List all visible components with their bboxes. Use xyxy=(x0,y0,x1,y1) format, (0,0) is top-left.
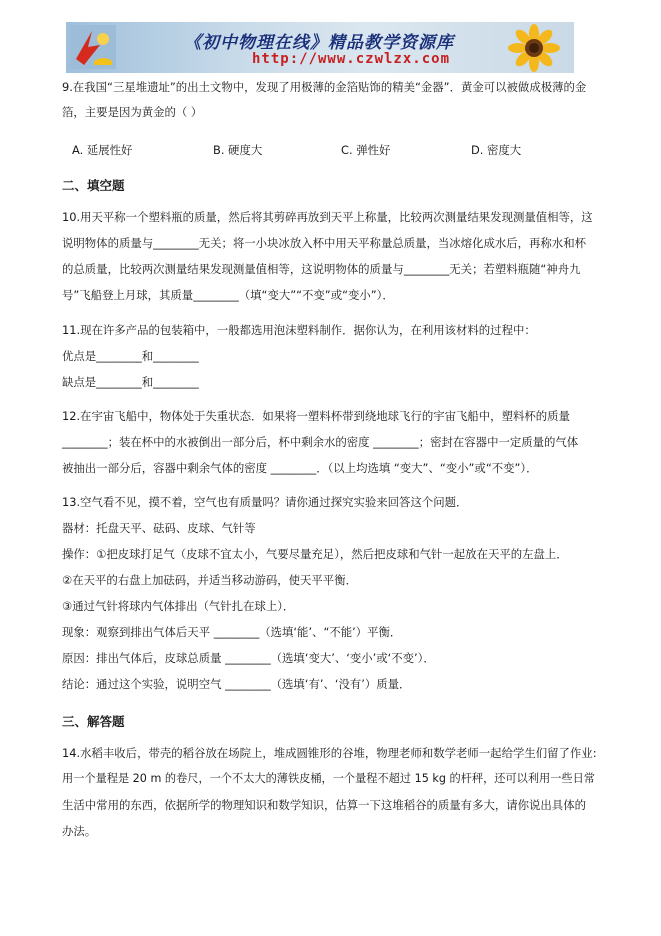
q13-line-1: 13.空气看不见，摸不着，空气也有质量吗？请你通过探究实验来回答这个问题． xyxy=(62,495,468,509)
q12-line-2: ________；装在杯中的水被倒出一部分后，杯中剩余水的密度 ________；密封在容器中一定质量的气体 xyxy=(62,435,579,449)
q9-option-a: A. 延展性好 xyxy=(72,143,133,157)
site-logo-icon xyxy=(70,25,116,69)
sunflower-icon xyxy=(494,24,570,72)
q11-line-2: 优点是________和________ xyxy=(62,349,199,363)
banner-url: http://www.czwlzx.com xyxy=(252,51,451,67)
q10-line-1: 10.用天平称一个塑料瓶的质量，然后将其剪碎再放到天平上称量，比较两次测量结果发现测量值相等，这 xyxy=(62,210,593,224)
q10-line-4: 号”飞船登上月球，其质量________（填“变大”“不变”或“变小”）． xyxy=(62,288,394,302)
q13-line-4: ②在天平的右盘上加砝码，并适当移动游码，使天平平衡． xyxy=(62,573,357,587)
q9-option-b: B. 硬度大 xyxy=(213,143,263,157)
q14-line-2: 用一个量程是 20 m 的卷尺，一个不太大的薄铁皮桶，一个量程不超过 15 kg 的杆秤，还可以利用一些日常 xyxy=(62,772,595,785)
q14-line-1: 14.水稻丰收后，带壳的稻谷放在场院上，堆成圆锥形的谷堆，物理老师和数学老师一起给学生们留了作业: xyxy=(62,746,597,760)
q9-line-1: 9.在我国“三星堆遗址”的出土文物中，发现了用极薄的金箔贴饰的精美“金器”．黄金可以被做成极薄的金 xyxy=(62,80,587,94)
q11-line-3: 缺点是________和________ xyxy=(62,375,199,389)
q10-line-2: 说明物体的质量与________无关；将一小块冰放入杯中用天平称量总质量，当冰熔化成水后，再称水和杯 xyxy=(62,236,586,250)
q14-line-4: 办法。 xyxy=(62,824,97,838)
q13-line-7: 原因：排出气体后，皮球总质量 ________（选填‘变大’、‘变小’或‘不变’）． xyxy=(62,651,435,665)
banner-title: 《初中物理在线》精品教学资源库 xyxy=(184,33,454,53)
q13-line-2: 器材：托盘天平、砝码、皮球、气针等 xyxy=(62,521,256,535)
q11-line-1: 11.现在许多产品的包装箱中，一般都选用泡沫塑料制作．据你认为，在利用该材料的过程中： xyxy=(62,323,536,337)
q9-option-c: C. 弹性好 xyxy=(341,143,391,157)
q10-line-3: 的总质量，比较两次测量结果发现测量值相等，这说明物体的质量与________无关；若塑料瓶随“神舟九 xyxy=(62,262,581,276)
q9-line-2: 箔，主要是因为黄金的（ ） xyxy=(62,105,203,119)
q13-line-6: 现象：观察到排出气体后天平 ________（选填‘能’、“不能’）平衡． xyxy=(62,625,402,639)
q12-line-1: 12.在宇宙飞船中，物体处于失重状态．如果将一塑料杯带到绕地球飞行的宇宙飞船中，塑料杯的质量 xyxy=(62,409,570,423)
q13-line-8: 结论：通过这个实验，说明空气 ________（选填‘有’、‘没有’）质量． xyxy=(62,677,411,691)
q14-line-3: 生活中常用的东西，依据所学的物理知识和数学知识，估算一下这堆稻谷的质量有多大，请你说出具体的 xyxy=(62,798,586,812)
header-banner xyxy=(66,22,574,73)
q13-line-5: ③通过气针将球内气体排出（气针扎在球上）． xyxy=(62,599,295,613)
section-heading-answer: 三、解答题 xyxy=(62,714,125,729)
q9-option-d: D. 密度大 xyxy=(471,143,522,157)
section-heading-fill-blank: 二、填空题 xyxy=(62,178,125,193)
q13-line-3: 操作：①把皮球打足气（皮球不宜太小，气要尽量充足），然后把皮球和气针一起放在天平的左盘上． xyxy=(62,547,568,561)
q12-line-3: 被抽出一部分后，容器中剩余气体的密度 ________．（以上均选填 “变大”、“变小”或“不变”）． xyxy=(62,461,538,475)
